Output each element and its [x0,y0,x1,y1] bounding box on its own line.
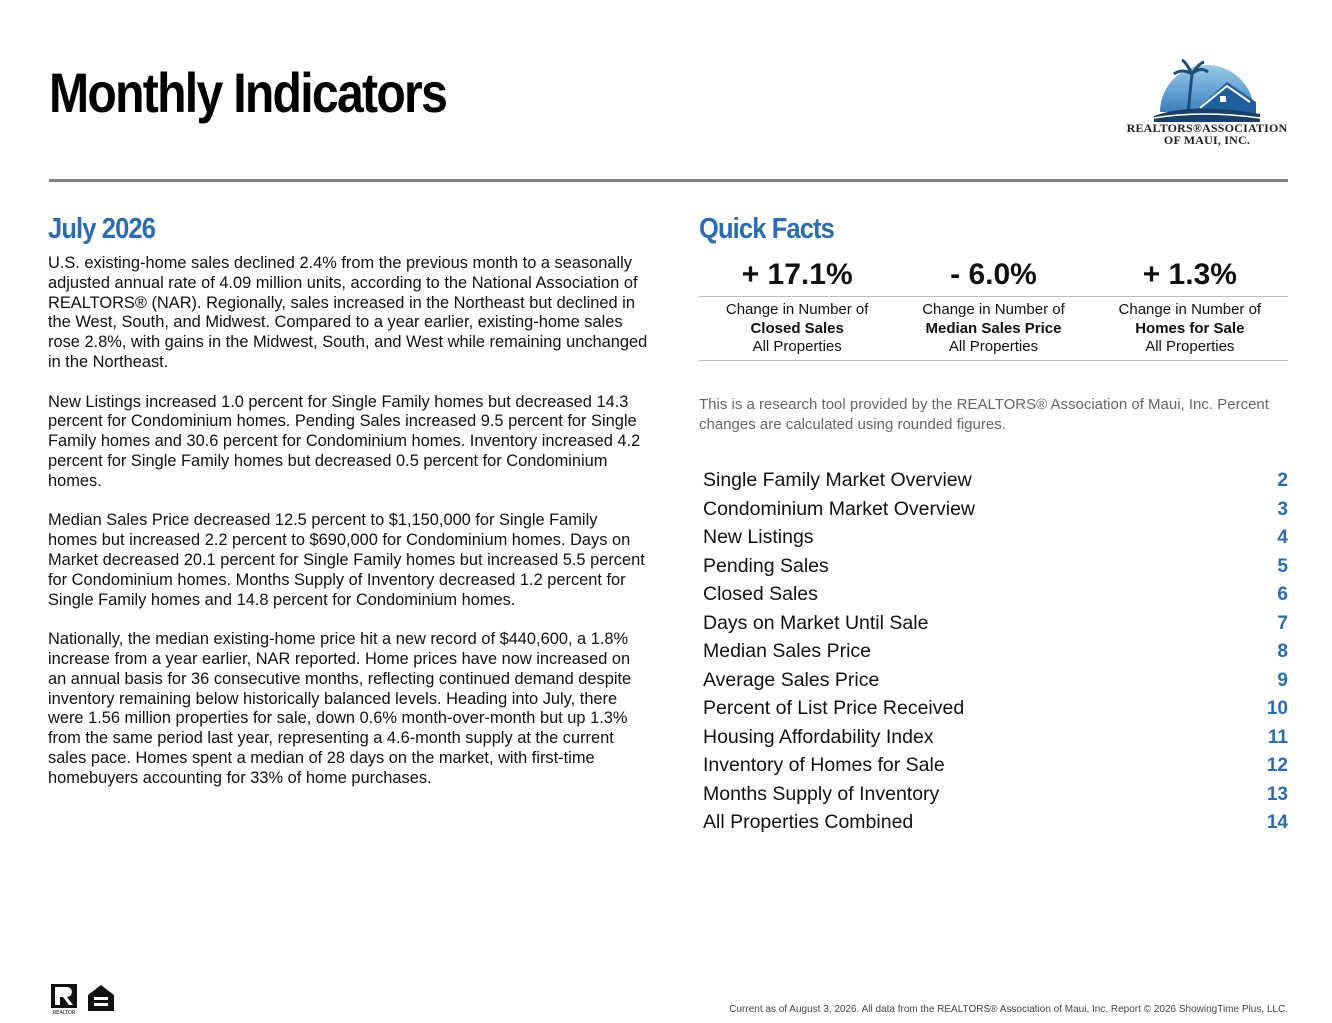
caption-line: All Properties [948,338,1039,355]
toc-item-days-on-market[interactable] [699,609,1288,638]
toc-item-percent-list-price[interactable] [699,694,1288,723]
toc-page-number: 5 [1277,555,1288,577]
toc-page-number: 13 [1266,783,1288,805]
toc-label: Days on Market Until Sale [703,611,929,634]
market-summary [48,254,648,808]
logo-emblem-icon [1152,52,1262,122]
summary-paragraph: New Listings increased 1.0 percent for Single Family homes but decreased 14.3 percent for Condominium homes. Pending Sales increased 9.5 percent for Single Family homes and 30.6 percent for Condominium homes. Inventory increased 4.2 percent for Single Family homes but decreased 0.5 percent for Condominium homes. [48,392,641,490]
research-tool-note: This is a research tool provided by the REALTORS® Association of Maui, Inc. Percent changes are calculated using rounded figures. [699,396,1269,433]
toc-page-number: 4 [1277,527,1288,548]
caption-metric: Median Sales Price [925,319,1062,337]
toc-item-pending-sales[interactable] [699,552,1288,581]
toc-label: All Properties Combined [703,811,914,833]
toc-page-number: 3 [1277,498,1288,520]
toc-item-average-sales-price[interactable] [699,666,1288,695]
caption-line: Change in Number of [1118,301,1262,318]
quick-fact-caption [895,301,1091,357]
caption-line: Change in Number of [922,301,1065,318]
toc-page-number: 10 [1266,698,1288,719]
footer-note: Current as of August 3, 2026. All data from the REALTORS® Association of Maui, Inc. Report © 2026 ShowingTime Plus, LLC. [729,1004,1288,1015]
toc-page-number: 2 [1277,470,1288,491]
caption-metric: Closed Sales [750,319,844,337]
toc-item-new-listings[interactable] [699,523,1288,552]
toc-label: Inventory of Homes for Sale [703,754,945,776]
toc-item-single-family[interactable] [699,466,1288,495]
toc-label: Median Sales Price [703,640,871,662]
realtor-label: REALTOR [52,1010,76,1015]
toc-page-number: 6 [1277,584,1288,605]
toc-label: Closed Sales [703,583,818,605]
toc-label: Average Sales Price [703,668,880,691]
logo-line-2: OF MAUI, INC. [1163,133,1251,147]
toc-label: Single Family Market Overview [703,469,972,491]
association-logo [1126,52,1288,152]
toc-item-closed-sales[interactable] [699,580,1288,609]
logo-line-1: REALTORS®ASSOCIATION [1126,121,1288,135]
toc-page-number: 11 [1267,726,1288,748]
caption-line: Change in Number of [725,301,869,318]
toc-page-number: 7 [1277,612,1288,634]
toc-label: Pending Sales [703,554,829,577]
table-of-contents [699,466,1288,837]
page-title: Monthly Indicators [49,61,447,124]
quick-facts-heading: Quick Facts [699,213,834,245]
summary-paragraph: Median Sales Price decreased 12.5 percent to $1,150,000 for Single Family homes but increased 2.2 percent to $690,000 for Condominium homes. Days on Market decreased 20.1 percent for Single Family homes but increased 5.5 percent for Condominium homes. Months Supply of Inventory decreased 1.2 percent for Single Family homes and 14.8 percent for Condominium homes. [48,511,645,609]
toc-page-number: 9 [1277,669,1288,691]
closed-sales-change-value: + 17.1% [741,258,853,291]
toc-item-months-supply[interactable] [699,780,1288,809]
equal-housing-icon [86,983,116,1015]
summary-paragraph: U.S. existing-home sales declined 2.4% from the previous month to a seasonally adjusted annual rate of 4.09 million units, according to the National Association of REALTORS® (NAR). Regionally, sales increased in the Northeast but declined in the West, South, and Midwest. Compared to a year earlier, existing-home sales rose 2.8%, with gains in the Midwest, South, and West while remaining unchanged in the Northeast. [48,254,648,371]
realtor-logo-icon [50,983,78,1015]
homes-for-sale-change-value: + 1.3% [1142,258,1237,291]
toc-label: Percent of List Price Received [703,697,965,719]
toc-label: Condominium Market Overview [703,497,976,520]
month-heading: July 2026 [48,213,156,245]
toc-item-inventory[interactable] [699,751,1288,780]
header-divider [49,179,1288,182]
toc-label: Months Supply of Inventory [703,782,940,805]
caption-line: All Properties [752,338,842,355]
toc-item-affordability-index[interactable] [699,723,1288,752]
toc-page-number: 8 [1277,641,1288,662]
quick-fact-caption [1092,301,1288,357]
toc-label: Housing Affordability Index [703,725,934,748]
caption-metric: Homes for Sale [1135,319,1245,337]
toc-item-condominium[interactable] [699,495,1288,524]
summary-paragraph: Nationally, the median existing-home price hit a new record of $440,600, a 1.8% increase from a year earlier, NAR reported. Home prices have now increased on an annual basis for 36 consecutive months, reflecting continued demand despite inventory remaining below historically balanced levels. Heading into July, there were 1.56 million properties for sale, down 0.6% month-over-month but up 1.3% from the same period last year, representing a 4.6-month supply at the current sales pace. Homes spent a median of 28 days on the market, with first-time homebuyers accounting for 33% of home purchases. [48,630,632,787]
footer-badges [50,983,116,1015]
median-price-change-value: - 6.0% [950,258,1037,291]
toc-item-median-sales-price[interactable] [699,637,1288,666]
quick-facts-table [699,254,1288,361]
toc-page-number: 12 [1266,755,1288,776]
toc-label: New Listings [703,526,814,548]
toc-item-all-properties[interactable] [699,808,1288,837]
quick-fact-caption [699,301,895,357]
caption-line: All Properties [1145,338,1235,355]
toc-page-number: 14 [1266,812,1288,833]
